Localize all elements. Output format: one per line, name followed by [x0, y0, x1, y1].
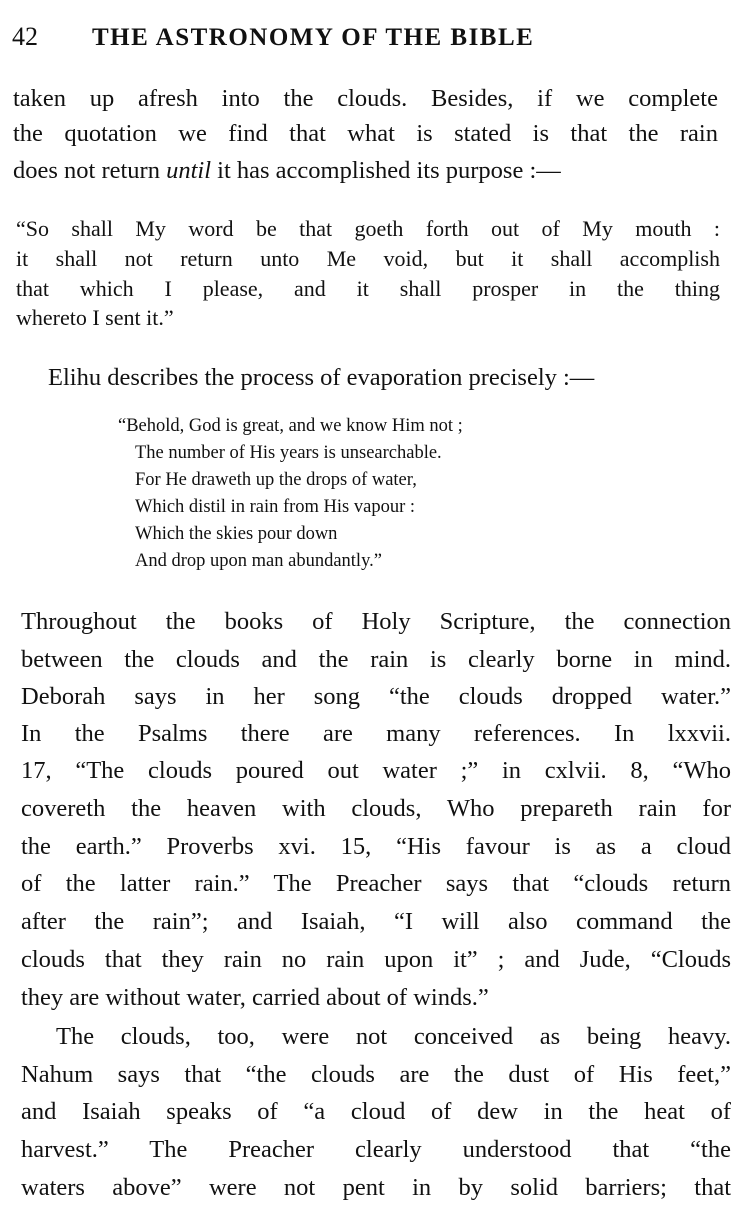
text-line: clouds that they rain no rain upon it” ; and Jude, “Clouds [21, 946, 731, 973]
emphasis-until: until [166, 157, 212, 184]
text-line: Deborah says in her song “the clouds dropped water.” [21, 683, 731, 710]
page-number: 42 [12, 22, 38, 51]
text-line: between the clouds and the rain is clearly borne in mind. [21, 646, 731, 673]
poem-line: “Behold, God is great, and we know Him not ; [118, 416, 463, 436]
quote-line: whereto I sent it.” [16, 305, 174, 330]
text-line: The clouds, too, were not conceived as being heavy. [56, 1023, 731, 1050]
page-header [12, 22, 732, 56]
text-line: harvest.” The Preacher clearly understood that “the [21, 1136, 731, 1163]
text-line: the earth.” Proverbs xvi. 15, “His favour is as a cloud [21, 833, 731, 860]
quote-line: “So shall My word be that goeth forth out of My mouth : [16, 216, 720, 241]
text-line: of the latter rain.” The Preacher says that “clouds return [21, 870, 731, 897]
text-line: waters above” were not pent in by solid barriers; that [21, 1174, 731, 1201]
text-line: In the Psalms there are many references. In lxxvii. [21, 720, 731, 747]
text-line: does not return until it has accomplished its purpose :— [13, 157, 561, 184]
text-line: they are without water, carried about of winds.” [21, 984, 489, 1011]
running-title: THE ASTRONOMY OF THE BIBLE [92, 24, 535, 51]
text-line: after the rain”; and Isaiah, “I will also command the [21, 908, 731, 935]
quote-line: it shall not return unto Me void, but it shall accomplish [16, 246, 720, 271]
text-line: the quotation we find that what is stated is that the rain [13, 120, 718, 147]
poem-line: For He draweth up the drops of water, [135, 470, 417, 490]
text-line: 17, “The clouds poured out water ;” in cxlvii. 8, “Who [21, 757, 731, 784]
poem-line: The number of His years is unsearchable. [135, 443, 442, 463]
text-line: covereth the heaven with clouds, Who prepareth rain for [21, 795, 731, 822]
poem-quote [118, 413, 463, 575]
quote-line: that which I please, and it shall prosper in the thing [16, 276, 720, 301]
text-line: Nahum says that “the clouds are the dust of His feet,” [21, 1061, 731, 1088]
poem-line: And drop upon man abundantly.” [135, 551, 382, 571]
text-line: Throughout the books of Holy Scripture, the connection [21, 608, 731, 635]
text-line: and Isaiah speaks of “a cloud of dew in the heat of [21, 1098, 731, 1125]
poem-line: Which distil in rain from His vapour : [135, 497, 416, 517]
poem-line: Which the skies pour down [135, 524, 338, 544]
text-line: Elihu describes the process of evaporation precisely :— [48, 364, 595, 391]
text-line: taken up afresh into the clouds. Besides, if we complete [13, 85, 718, 112]
